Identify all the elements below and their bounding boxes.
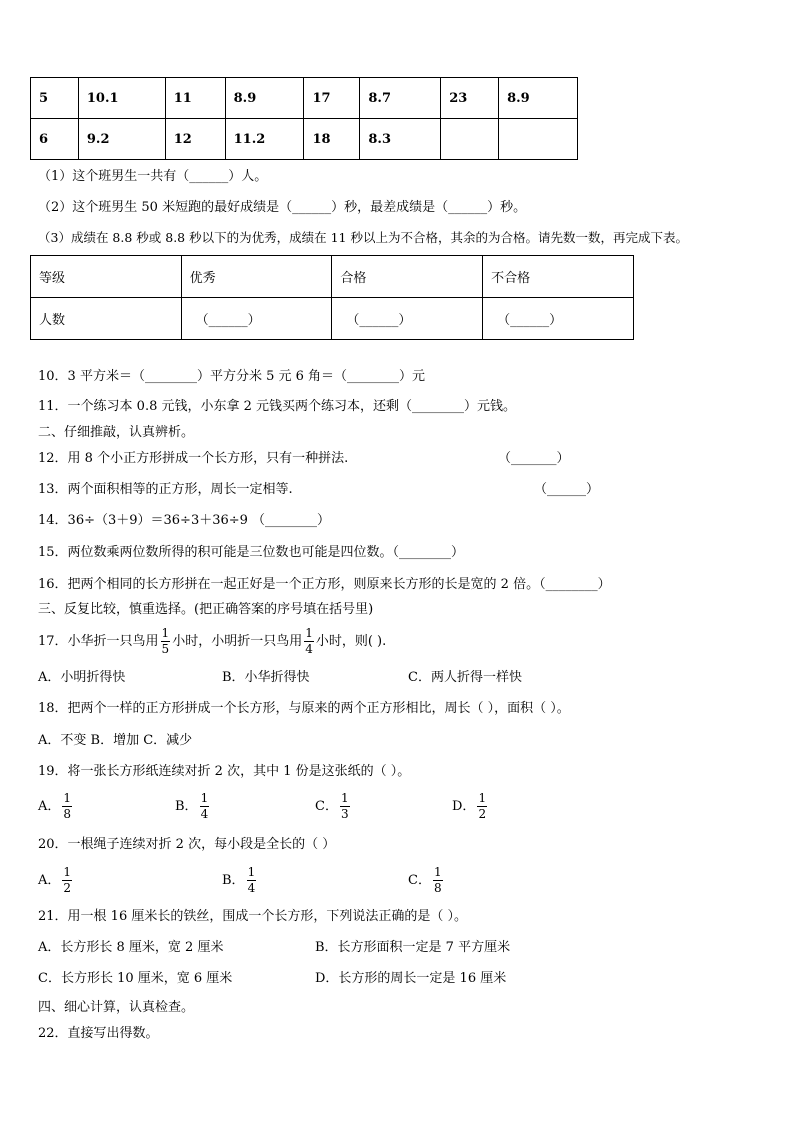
table-cell: 8.9 bbox=[499, 78, 578, 119]
fraction-one-fourth: $\frac{1}{4}$ bbox=[200, 791, 209, 821]
q19-option-a[interactable]: A． $\frac{1}{8}$ bbox=[38, 791, 72, 821]
question-15: 15．两位数乘两位数所得的积可能是三位数也可能是四位数。（________） bbox=[38, 545, 465, 560]
question-19: 19．将一张长方形纸连续对折 2 次，其中 1 份是这张纸的（ ）。 bbox=[38, 764, 411, 779]
q19-option-c[interactable]: C． $\frac{1}{3}$ bbox=[315, 791, 349, 821]
q20-option-c[interactable]: C． $\frac{1}{8}$ bbox=[408, 865, 442, 895]
table-cell: 12 bbox=[165, 119, 225, 160]
answer-blank[interactable]: （______） bbox=[181, 298, 332, 340]
table-cell: 8.9 bbox=[225, 78, 304, 119]
question-17-text-b: 小时，小明折一只鸟用 bbox=[172, 634, 303, 649]
table-cell: 9.2 bbox=[78, 119, 165, 160]
table-cell: 8.3 bbox=[360, 119, 441, 160]
q20-option-a[interactable]: A． $\frac{1}{2}$ bbox=[38, 865, 72, 895]
section-2-heading: 二、仔细推敲，认真辨析。 bbox=[38, 425, 195, 440]
table-cell: 6 bbox=[31, 119, 79, 160]
q9-sub1: （1）这个班男生一共有（______）人。 bbox=[38, 169, 268, 184]
table-cell: 11 bbox=[165, 78, 225, 119]
q21-option-b[interactable]: B．长方形面积一定是 7 平方厘米 bbox=[315, 940, 511, 955]
table-cell: 18 bbox=[304, 119, 360, 160]
fraction-one-fourth: $\frac{1}{4}$ bbox=[305, 626, 313, 656]
q9-sub3: （3）成绩在 8.8 秒或 8.8 秒以下的为优秀，成绩在 11 秒以上为不合格，其余的为合格。请先数一数，再完成下表。 bbox=[38, 230, 688, 245]
q19-option-b[interactable]: B． $\frac{1}{4}$ bbox=[175, 791, 209, 821]
question-10: 10．3 平方米＝（________）平方分米 5 元 6 角＝（________）元 bbox=[38, 369, 426, 384]
scores-table bbox=[30, 77, 578, 160]
table-cell: 10.1 bbox=[78, 78, 165, 119]
question-17-text-c: 小时，则( ). bbox=[315, 634, 387, 649]
question-21: 21．用一根 16 厘米长的铁丝，围成一个长方形，下列说法正确的是（ ）。 bbox=[38, 909, 467, 924]
table-row bbox=[31, 119, 578, 160]
answer-blank[interactable]: （______） bbox=[483, 298, 634, 340]
grade-table bbox=[30, 255, 634, 340]
fraction-one-fourth: $\frac{1}{4}$ bbox=[247, 865, 256, 895]
answer-blank[interactable]: （_______） bbox=[498, 451, 570, 466]
question-17 bbox=[38, 625, 386, 659]
section-4-heading: 四、细心计算，认真检查。 bbox=[38, 1000, 195, 1015]
question-17-text-a: 17．小华折一只鸟用 bbox=[38, 634, 159, 649]
q19-option-d[interactable]: D． $\frac{1}{2}$ bbox=[452, 791, 487, 821]
q9-sub2: （2）这个班男生 50 米短跑的最好成绩是（______）秒，最差成绩是（______）秒。 bbox=[38, 200, 527, 215]
answer-blank[interactable]: （______） bbox=[332, 298, 483, 340]
q21-option-a[interactable]: A．长方形长 8 厘米，宽 2 厘米 bbox=[38, 940, 224, 955]
answer-blank[interactable]: （______） bbox=[534, 482, 600, 497]
fraction-one-half: $\frac{1}{2}$ bbox=[478, 791, 487, 821]
q21-option-c[interactable]: C．长方形长 10 厘米，宽 6 厘米 bbox=[38, 971, 233, 986]
fraction-one-fifth: $\frac{1}{5}$ bbox=[161, 626, 170, 656]
table-cell: 8.7 bbox=[360, 78, 441, 119]
question-11: 11．一个练习本 0.8 元钱，小东拿 2 元钱买两个练习本，还剩（________）元钱。 bbox=[38, 399, 517, 414]
q20-option-b[interactable]: B． $\frac{1}{4}$ bbox=[222, 865, 256, 895]
question-16: 16．把两个相同的长方形拼在一起正好是一个正方形，则原来长方形的长是宽的 2 倍。（________） bbox=[38, 577, 611, 592]
fraction-one-third: $\frac{1}{3}$ bbox=[340, 791, 349, 821]
table-cell bbox=[499, 119, 578, 160]
question-14: 14．36÷（3＋9）＝36÷3＋36÷9 （________） bbox=[38, 513, 331, 528]
q21-option-d[interactable]: D．长方形的周长一定是 16 厘米 bbox=[315, 971, 507, 986]
q17-option-b[interactable]: B．小华折得快 bbox=[222, 670, 310, 685]
fraction-one-eighth: $\frac{1}{8}$ bbox=[433, 865, 442, 895]
table-cell: 23 bbox=[441, 78, 499, 119]
table-row bbox=[31, 256, 634, 298]
section-3-heading: 三、反复比较，慎重选择。(把正确答案的序号填在括号里) bbox=[38, 602, 374, 617]
q17-option-a[interactable]: A．小明折得快 bbox=[38, 670, 126, 685]
table-cell: 5 bbox=[31, 78, 79, 119]
question-18: 18．把两个一样的正方形拼成一个长方形，与原来的两个正方形相比，周长（ ），面积（ ）。 bbox=[38, 701, 570, 716]
table-header-cell: 等级 bbox=[31, 256, 182, 298]
table-cell: 17 bbox=[304, 78, 360, 119]
table-cell bbox=[441, 119, 499, 160]
table-row bbox=[31, 298, 634, 340]
table-header-cell: 合格 bbox=[332, 256, 483, 298]
question-12: 12．用 8 个小正方形拼成一个长方形，只有一种拼法. bbox=[38, 451, 349, 466]
table-row bbox=[31, 78, 578, 119]
question-20: 20．一根绳子连续对折 2 次，每小段是全长的（ ） bbox=[38, 837, 336, 852]
table-header-cell: 不合格 bbox=[483, 256, 634, 298]
table-cell: 人数 bbox=[31, 298, 182, 340]
question-13: 13．两个面积相等的正方形，周长一定相等. bbox=[38, 482, 293, 497]
question-22: 22．直接写出得数。 bbox=[38, 1026, 159, 1041]
table-header-cell: 优秀 bbox=[181, 256, 332, 298]
fraction-one-half: $\frac{1}{2}$ bbox=[63, 865, 72, 895]
table-cell: 11.2 bbox=[225, 119, 304, 160]
fraction-one-eighth: $\frac{1}{8}$ bbox=[63, 791, 72, 821]
q18-options[interactable]: A．不变 B．增加 C．减少 bbox=[38, 733, 193, 748]
q17-option-c[interactable]: C．两人折得一样快 bbox=[408, 670, 522, 685]
